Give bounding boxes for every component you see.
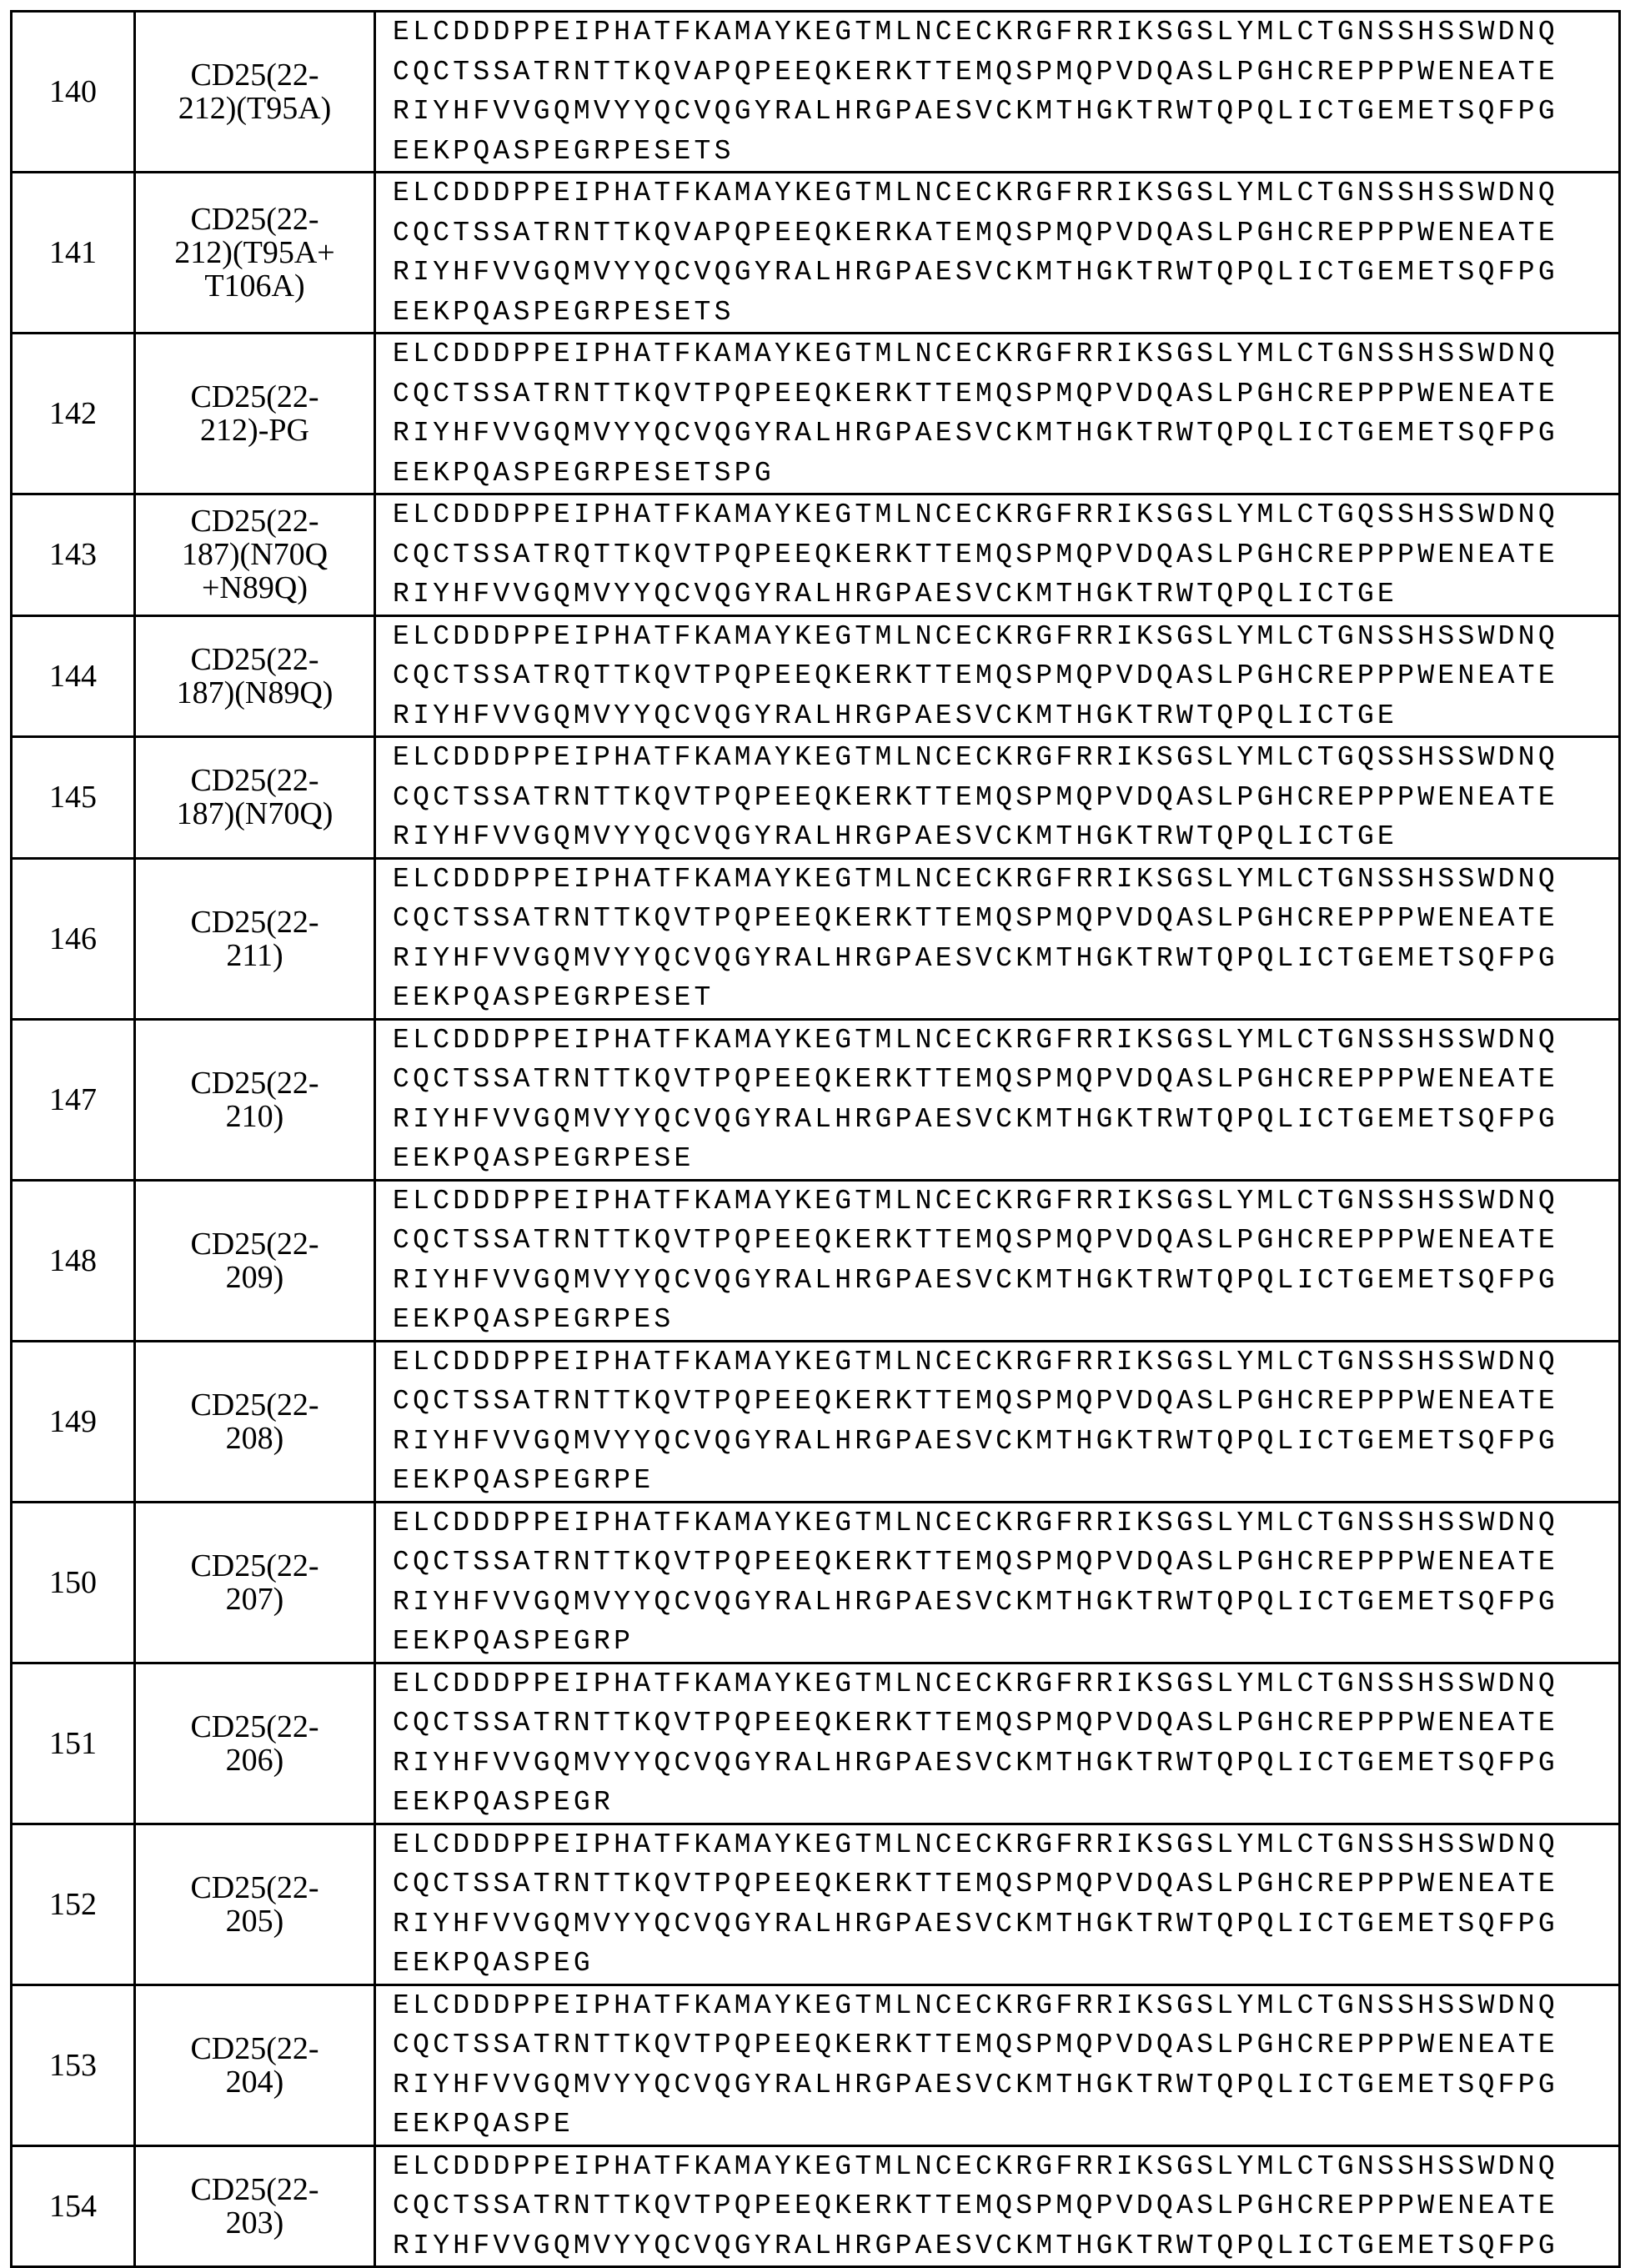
sequence-line: ELCDDDPPEIPHATFKAMAYKEGTMLNCECKRGFRRIKSGSLYMLCTGQSSHSSWDNQ: [393, 738, 1618, 778]
construct-name-line: 204): [139, 2065, 370, 2099]
construct-name-line: CD25(22-: [139, 1871, 370, 1904]
table-row: [12, 858, 1620, 1019]
construct-name-line: CD25(22-: [139, 2032, 370, 2065]
amino-acid-sequence: [375, 737, 1620, 859]
table-row: [12, 737, 1620, 859]
construct-name: [135, 1663, 375, 1824]
sequence-line: RIYHFVVGQMVYYQCVQGYRALHRGPAESVCKMTHGKTRWTQPQLICTGE: [393, 575, 1618, 615]
construct-name-line: CD25(22-: [139, 643, 370, 676]
construct-name: [135, 1984, 375, 2145]
construct-name: [135, 12, 375, 173]
sequence-line: ELCDDDPPEIPHATFKAMAYKEGTMLNCECKRGFRRIKSGSLYMLCTGNSSHSSWDNQ: [393, 1342, 1618, 1382]
sequence-line: EEKPQASPEGRPESET: [393, 978, 1618, 1018]
sequence-line: CQCTSSATRQTTKQVTPQPEEQKERKTTEMQSPMQPVDQASLPGHCREPPPWENEATE: [393, 535, 1618, 575]
construct-name-line: CD25(22-: [139, 1710, 370, 1744]
sequence-line: CQCTSSATRNTTKQVTPQPEEQKERKTTEMQSPMQPVDQASLPGHCREPPPWENEATE: [393, 1382, 1618, 1422]
construct-name-line: CD25(22-: [139, 1388, 370, 1422]
seq-id-number: 152: [12, 1824, 135, 1984]
sequence-line: RIYHFVVGQMVYYQCVQGYRALHRGPAESVCKMTHGKTRWTQPQLICTGEMETSQFPG: [393, 92, 1618, 132]
seq-id-number: 144: [12, 615, 135, 737]
sequence-line: RIYHFVVGQMVYYQCVQGYRALHRGPAESVCKMTHGKTRWTQPQLICTGEMETSQFPG: [393, 1100, 1618, 1140]
sequence-line: EEKPQASPEGRPESETS: [393, 293, 1618, 333]
seq-id-number: 140: [12, 12, 135, 173]
sequence-line: RIYHFVVGQMVYYQCVQGYRALHRGPAESVCKMTHGKTRWTQPQLICTGEMETSQFPG: [393, 1904, 1618, 1944]
amino-acid-sequence: [375, 12, 1620, 173]
seq-id-number: 153: [12, 1984, 135, 2145]
construct-name-line: T106A): [139, 269, 370, 303]
construct-name-line: 187)(N89Q): [139, 676, 370, 710]
construct-name-line: CD25(22-: [139, 380, 370, 414]
construct-name: [135, 858, 375, 1019]
sequence-line: EEKPQASPEGRPESE: [393, 1139, 1618, 1179]
sequence-line: EEKPQASPEGRP: [393, 1622, 1618, 1662]
table-row: [12, 2145, 1620, 2267]
seq-id-number: 149: [12, 1341, 135, 1502]
sequence-line: CQCTSSATRNTTKQVTPQPEEQKERKTTEMQSPMQPVDQASLPGHCREPPPWENEATE: [393, 1704, 1618, 1744]
sequence-line: EEKPQASPEGR: [393, 1783, 1618, 1823]
construct-name: [135, 334, 375, 494]
seq-id-number: 146: [12, 858, 135, 1019]
sequence-line: CQCTSSATRNTTKQVTPQPEEQKERKTTEMQSPMQPVDQASLPGHCREPPPWENEATE: [393, 1864, 1618, 1904]
sequence-line: RIYHFVVGQMVYYQCVQGYRALHRGPAESVCKMTHGKTRWTQPQLICTGEMETSQFPG: [393, 1744, 1618, 1784]
sequence-line: CQCTSSATRNTTKQVTPQPEEQKERKTTEMQSPMQPVDQASLPGHCREPPPWENEATE: [393, 1221, 1618, 1261]
amino-acid-sequence: [375, 173, 1620, 334]
seq-id-number: 148: [12, 1180, 135, 1341]
amino-acid-sequence: [375, 1663, 1620, 1824]
construct-name-line: CD25(22-: [139, 2173, 370, 2206]
sequence-line: EEKPQASPE: [393, 2105, 1618, 2145]
table-row: [12, 615, 1620, 737]
construct-name: [135, 2145, 375, 2267]
sequence-line: CQCTSSATRNTTKQVTPQPEEQKERKTTEMQSPMQPVDQASLPGHCREPPPWENEATE: [393, 2025, 1618, 2065]
table-row: [12, 1663, 1620, 1824]
construct-name-line: CD25(22-: [139, 504, 370, 538]
sequence-line: ELCDDDPPEIPHATFKAMAYKEGTMLNCECKRGFRRIKSGSLYMLCTGNSSHSSWDNQ: [393, 334, 1618, 374]
sequence-line: ELCDDDPPEIPHATFKAMAYKEGTMLNCECKRGFRRIKSGSLYMLCTGNSSHSSWDNQ: [393, 2147, 1618, 2187]
sequence-line: RIYHFVVGQMVYYQCVQGYRALHRGPAESVCKMTHGKTRWTQPQLICTGEMETSQFPG: [393, 2226, 1618, 2266]
sequence-line: CQCTSSATRNTTKQVTPQPEEQKERKTTEMQSPMQPVDQASLPGHCREPPPWENEATE: [393, 778, 1618, 818]
construct-name: [135, 1341, 375, 1502]
construct-name-line: CD25(22-: [139, 764, 370, 797]
sequence-line: CQCTSSATRNTTKQVTPQPEEQKERKTTEMQSPMQPVDQASLPGHCREPPPWENEATE: [393, 1060, 1618, 1100]
seq-id-number: 142: [12, 334, 135, 494]
amino-acid-sequence: [375, 334, 1620, 494]
sequence-line: CQCTSSATRNTTKQVAPQPEEQKERKATEMQSPMQPVDQASLPGHCREPPPWENEATE: [393, 213, 1618, 253]
construct-name: [135, 615, 375, 737]
construct-name-line: 209): [139, 1261, 370, 1294]
table-row: [12, 1341, 1620, 1502]
amino-acid-sequence: [375, 1180, 1620, 1341]
amino-acid-sequence: [375, 1824, 1620, 1984]
construct-name-line: CD25(22-: [139, 1549, 370, 1583]
sequence-line: RIYHFVVGQMVYYQCVQGYRALHRGPAESVCKMTHGKTRWTQPQLICTGEMETSQFPG: [393, 1422, 1618, 1462]
sequence-line: RIYHFVVGQMVYYQCVQGYRALHRGPAESVCKMTHGKTRWTQPQLICTGEMETSQFPG: [393, 1583, 1618, 1623]
seq-id-number: 145: [12, 737, 135, 859]
table-row: [12, 173, 1620, 334]
seq-id-number: 141: [12, 173, 135, 334]
sequence-line: EEKPQASPEGRPES: [393, 1300, 1618, 1340]
sequence-line: RIYHFVVGQMVYYQCVQGYRALHRGPAESVCKMTHGKTRWTQPQLICTGEMETSQFPG: [393, 939, 1618, 979]
sequence-line: RIYHFVVGQMVYYQCVQGYRALHRGPAESVCKMTHGKTRWTQPQLICTGEMETSQFPG: [393, 253, 1618, 293]
table-row: [12, 1824, 1620, 1984]
construct-name-line: 206): [139, 1744, 370, 1777]
sequence-line: ELCDDDPPEIPHATFKAMAYKEGTMLNCECKRGFRRIKSGSLYMLCTGNSSHSSWDNQ: [393, 1825, 1618, 1865]
sequence-line: RIYHFVVGQMVYYQCVQGYRALHRGPAESVCKMTHGKTRWTQPQLICTGEMETSQFPG: [393, 414, 1618, 454]
table-row: [12, 334, 1620, 494]
construct-name-line: 208): [139, 1422, 370, 1455]
sequence-line: CQCTSSATRNTTKQVTPQPEEQKERKTTEMQSPMQPVDQASLPGHCREPPPWENEATE: [393, 2186, 1618, 2226]
sequence-line: RIYHFVVGQMVYYQCVQGYRALHRGPAESVCKMTHGKTRWTQPQLICTGEMETSQFPG: [393, 1261, 1618, 1301]
construct-name-line: +N89Q): [139, 571, 370, 605]
amino-acid-sequence: [375, 2145, 1620, 2267]
construct-name-line: 212)(T95A+: [139, 236, 370, 269]
sequence-line: ELCDDDPPEIPHATFKAMAYKEGTMLNCECKRGFRRIKSGSLYMLCTGNSSHSSWDNQ: [393, 1503, 1618, 1543]
construct-name-line: CD25(22-: [139, 1227, 370, 1261]
table-row: [12, 1984, 1620, 2145]
table-row: [12, 494, 1620, 616]
sequence-line: CQCTSSATRQTTKQVTPQPEEQKERKTTEMQSPMQPVDQASLPGHCREPPPWENEATE: [393, 656, 1618, 696]
sequence-line: RIYHFVVGQMVYYQCVQGYRALHRGPAESVCKMTHGKTRWTQPQLICTGEMETSQFPG: [393, 2065, 1618, 2105]
sequence-line: CQCTSSATRNTTKQVAPQPEEQKERKTTEMQSPMQPVDQASLPGHCREPPPWENEATE: [393, 53, 1618, 93]
construct-name-line: 205): [139, 1904, 370, 1938]
amino-acid-sequence: [375, 615, 1620, 737]
sequence-line: EEKPQASPEGRPESETSPG: [393, 454, 1618, 494]
construct-name-line: CD25(22-: [139, 58, 370, 92]
construct-name-line: CD25(22-: [139, 203, 370, 236]
sequence-table-body: [12, 12, 1620, 2267]
seq-id-number: 147: [12, 1019, 135, 1180]
seq-id-number: 151: [12, 1663, 135, 1824]
sequence-line: ELCDDDPPEIPHATFKAMAYKEGTMLNCECKRGFRRIKSGSLYMLCTGNSSHSSWDNQ: [393, 617, 1618, 657]
seq-id-number: 143: [12, 494, 135, 616]
amino-acid-sequence: [375, 1502, 1620, 1663]
amino-acid-sequence: [375, 1019, 1620, 1180]
construct-name: [135, 1824, 375, 1984]
construct-name-line: 187)(N70Q: [139, 538, 370, 571]
construct-name-line: 212)(T95A): [139, 92, 370, 125]
sequence-line: ELCDDDPPEIPHATFKAMAYKEGTMLNCECKRGFRRIKSGSLYMLCTGNSSHSSWDNQ: [393, 173, 1618, 213]
sequence-line: CQCTSSATRNTTKQVTPQPEEQKERKTTEMQSPMQPVDQASLPGHCREPPPWENEATE: [393, 1543, 1618, 1583]
construct-name: [135, 1180, 375, 1341]
sequence-line: ELCDDDPPEIPHATFKAMAYKEGTMLNCECKRGFRRIKSGSLYMLCTGNSSHSSWDNQ: [393, 1986, 1618, 2026]
amino-acid-sequence: [375, 494, 1620, 616]
construct-name-line: 207): [139, 1583, 370, 1616]
construct-name: [135, 173, 375, 334]
amino-acid-sequence: [375, 1341, 1620, 1502]
construct-name-line: 203): [139, 2206, 370, 2240]
sequence-table: [10, 10, 1621, 2268]
construct-name-line: 212)-PG: [139, 414, 370, 447]
sequence-line: ELCDDDPPEIPHATFKAMAYKEGTMLNCECKRGFRRIKSGSLYMLCTGNSSHSSWDNQ: [393, 1664, 1618, 1704]
amino-acid-sequence: [375, 858, 1620, 1019]
sequence-line: EEKPQASPEG: [393, 1944, 1618, 1984]
sequence-line: RIYHFVVGQMVYYQCVQGYRALHRGPAESVCKMTHGKTRWTQPQLICTGE: [393, 696, 1618, 736]
sequence-line: ELCDDDPPEIPHATFKAMAYKEGTMLNCECKRGFRRIKSGSLYMLCTGNSSHSSWDNQ: [393, 1182, 1618, 1222]
construct-name-line: 211): [139, 939, 370, 972]
sequence-line: CQCTSSATRNTTKQVTPQPEEQKERKTTEMQSPMQPVDQASLPGHCREPPPWENEATE: [393, 899, 1618, 939]
sequence-line: EEKPQASPEGRPE: [393, 1461, 1618, 1501]
construct-name-line: 187)(N70Q): [139, 797, 370, 830]
seq-id-number: 154: [12, 2145, 135, 2267]
construct-name: [135, 1502, 375, 1663]
sequence-line: EEKPQASPEGRPESETS: [393, 132, 1618, 172]
sequence-line: ELCDDDPPEIPHATFKAMAYKEGTMLNCECKRGFRRIKSGSLYMLCTGNSSHSSWDNQ: [393, 13, 1618, 53]
table-row: [12, 1019, 1620, 1180]
construct-name: [135, 737, 375, 859]
seq-id-number: 150: [12, 1502, 135, 1663]
sequence-line: ELCDDDPPEIPHATFKAMAYKEGTMLNCECKRGFRRIKSGSLYMLCTGQSSHSSWDNQ: [393, 495, 1618, 535]
construct-name: [135, 1019, 375, 1180]
sequence-line: ELCDDDPPEIPHATFKAMAYKEGTMLNCECKRGFRRIKSGSLYMLCTGNSSHSSWDNQ: [393, 1021, 1618, 1061]
table-row: [12, 1180, 1620, 1341]
construct-name: [135, 494, 375, 616]
construct-name-line: CD25(22-: [139, 906, 370, 939]
sequence-line: CQCTSSATRNTTKQVTPQPEEQKERKTTEMQSPMQPVDQASLPGHCREPPPWENEATE: [393, 374, 1618, 414]
construct-name-line: CD25(22-: [139, 1066, 370, 1100]
table-row: [12, 1502, 1620, 1663]
construct-name-line: 210): [139, 1100, 370, 1133]
sequence-line: RIYHFVVGQMVYYQCVQGYRALHRGPAESVCKMTHGKTRWTQPQLICTGE: [393, 817, 1618, 857]
amino-acid-sequence: [375, 1984, 1620, 2145]
table-row: [12, 12, 1620, 173]
sequence-line: ELCDDDPPEIPHATFKAMAYKEGTMLNCECKRGFRRIKSGSLYMLCTGNSSHSSWDNQ: [393, 860, 1618, 900]
